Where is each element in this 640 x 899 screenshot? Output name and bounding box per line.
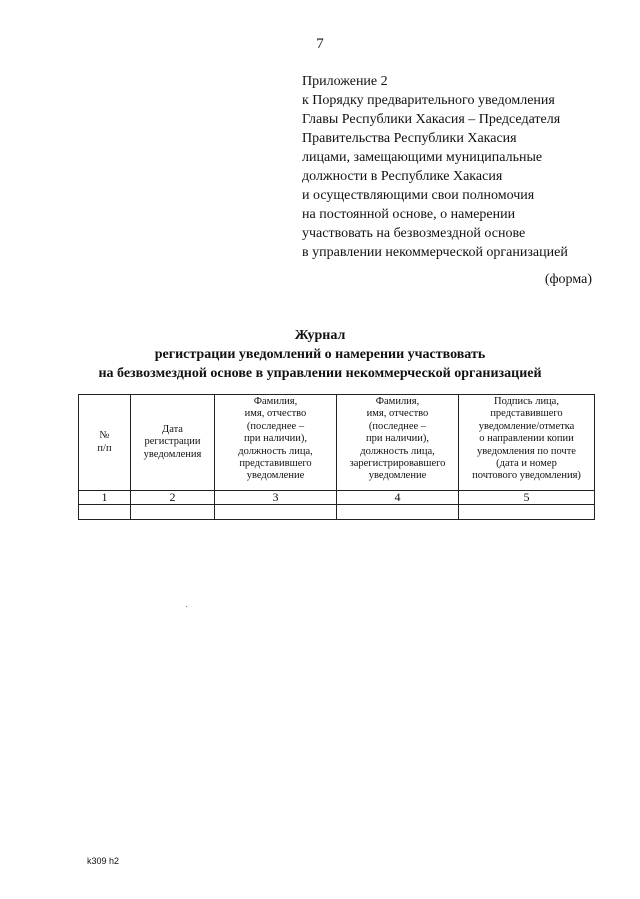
table-empty-row [79, 505, 595, 520]
header-line: должность лица, [238, 445, 313, 457]
header-line: № [99, 430, 110, 442]
journal-table [78, 394, 595, 520]
appendix-line: и осуществляющими свои полномочия [302, 188, 535, 203]
appendix-line: Главы Республики Хакасия – Председателя [302, 112, 561, 127]
journal-title [0, 326, 640, 383]
header-line: (дата и номер [496, 458, 557, 470]
table-cell [215, 505, 337, 520]
header-line: уведомление/отметка [478, 420, 575, 432]
table-cell [131, 505, 215, 520]
table-cell [459, 505, 595, 520]
header-submitter [215, 395, 337, 491]
header-line: п/п [97, 442, 112, 454]
header-line: Дата [162, 423, 183, 435]
table-cell: 2 [131, 491, 215, 505]
header-line: Фамилия, [375, 396, 420, 407]
header-line: должность лица, [360, 445, 435, 457]
header-line: при наличии), [366, 433, 429, 445]
appendix-line: к Порядку предварительного уведомления [302, 93, 555, 108]
table-cell: 3 [215, 491, 337, 505]
header-line: имя, отчество [366, 408, 429, 420]
header-line: при наличии), [244, 433, 307, 445]
table-header-row [79, 395, 595, 491]
table-cell: 1 [79, 491, 131, 505]
header-registration-date [131, 395, 215, 491]
table-cell [79, 505, 131, 520]
table-cell [337, 505, 459, 520]
appendix-line: должности в Республике Хакасия [302, 169, 503, 184]
appendix-line: лицами, замещающими муниципальные [302, 150, 543, 165]
header-line: уведомление [368, 470, 427, 482]
appendix-line: в управлении некоммерческой организацией [302, 245, 568, 260]
header-line: (последнее – [246, 420, 305, 432]
appendix-line: на постоянной основе, о намерении [302, 207, 516, 222]
table-numbering-row [79, 491, 595, 505]
header-line: о направлении копии [479, 433, 574, 445]
header-registrar [337, 395, 459, 491]
header-line: Подпись лица, [494, 396, 559, 407]
header-line: Фамилия, [253, 396, 298, 407]
journal-title-line: на безвозмездной основе в управлении некоммерческой организацией [98, 366, 542, 381]
header-line: (последнее – [368, 420, 427, 432]
scan-speck [186, 606, 187, 607]
appendix-block [302, 72, 602, 262]
journal-title-line: Журнал [294, 328, 346, 343]
table-cell: 4 [337, 491, 459, 505]
header-line: уведомление [246, 470, 305, 482]
header-line: регистрации [144, 436, 201, 448]
header-line: уведомления [143, 448, 202, 460]
header-line: почтового уведомления) [472, 470, 581, 482]
appendix-line: Приложение 2 [302, 74, 388, 89]
form-label: (форма) [544, 272, 592, 287]
header-number [79, 395, 131, 491]
appendix-line: участвовать на безвозмездной основе [302, 226, 526, 241]
header-line: представившего [490, 408, 563, 420]
page-number: 7 [316, 36, 324, 52]
header-line: представившего [239, 458, 312, 470]
header-line: зарегистрировавшего [349, 458, 446, 470]
table-cell: 5 [459, 491, 595, 505]
journal-title-line: регистрации уведомлений о намерении участвовать [154, 347, 486, 362]
header-line: имя, отчество [244, 408, 307, 420]
header-line: уведомления по почте [477, 445, 576, 457]
header-signature [459, 395, 595, 491]
footer-code: k309 h2 [87, 856, 120, 866]
appendix-line: Правительства Республики Хакасия [302, 131, 517, 146]
